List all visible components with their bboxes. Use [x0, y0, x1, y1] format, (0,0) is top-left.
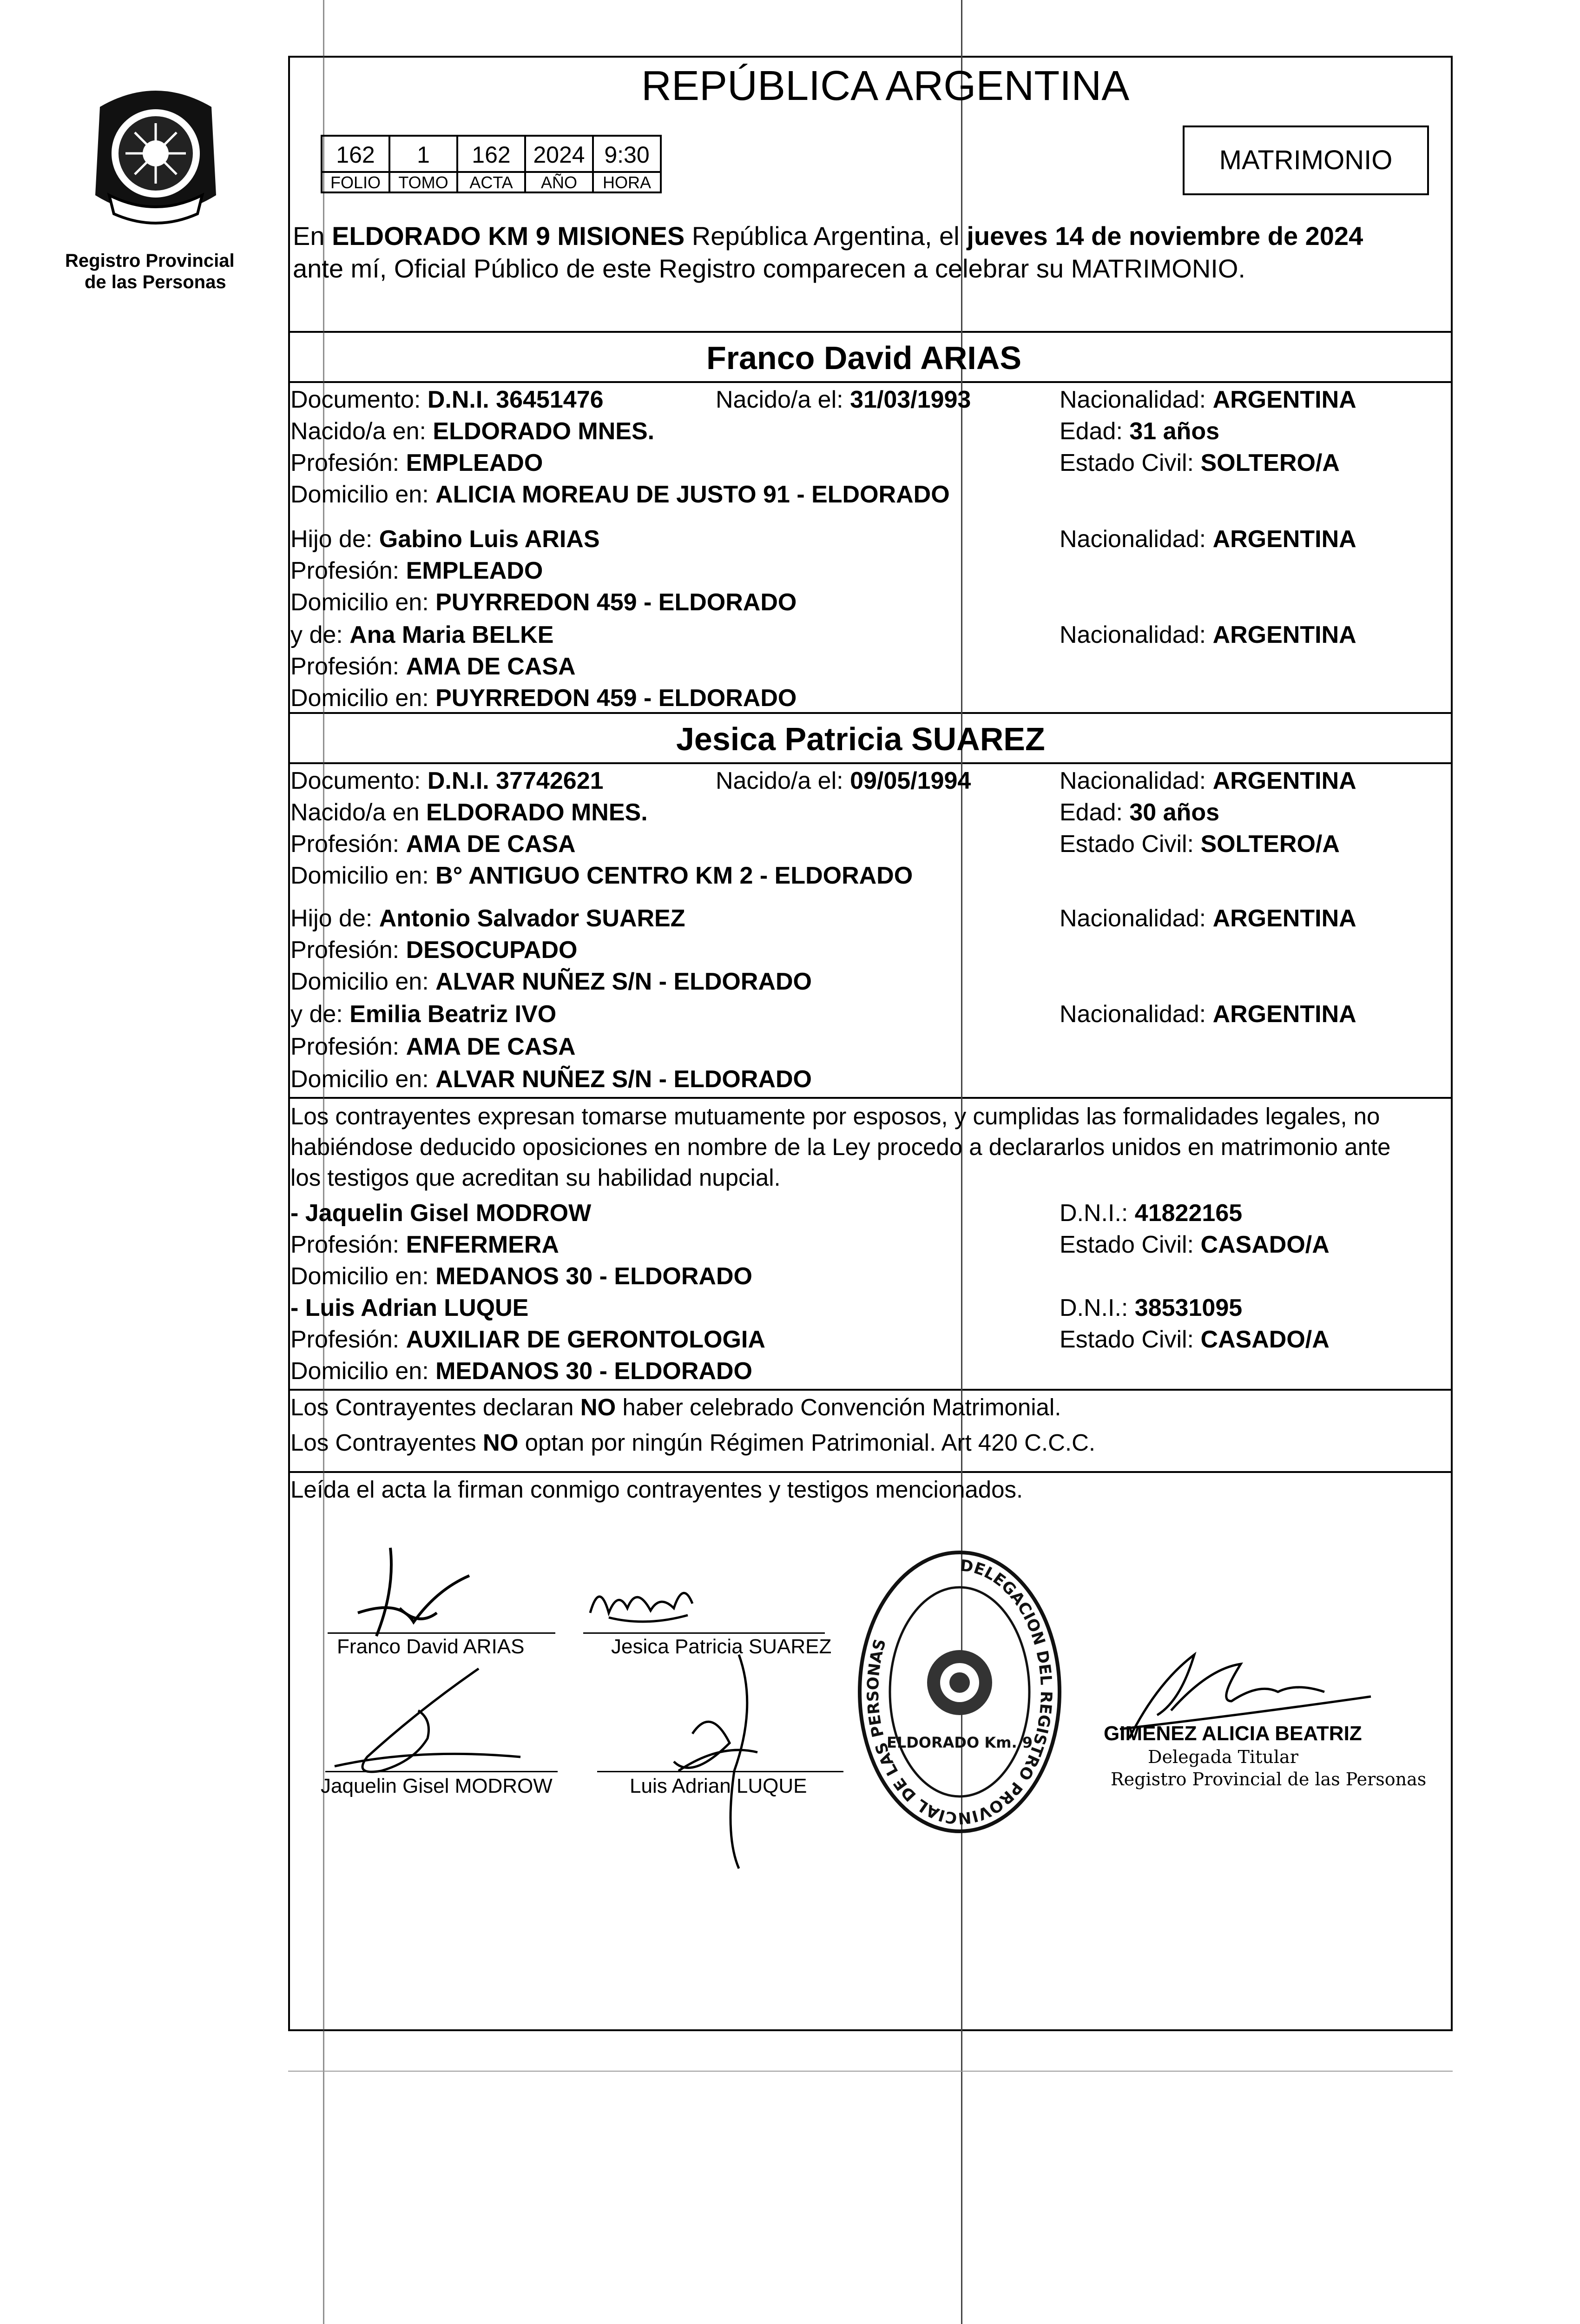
official-seal — [850, 1543, 1069, 1841]
spouse1-nationality: Nacionalidad: ARGENTINA — [1060, 386, 1356, 413]
year-value: 2024 — [524, 135, 594, 173]
spouse2-born: Nacido/a el: 09/05/1994 — [716, 767, 971, 794]
witness1-profession: Profesión: ENFERMERA — [290, 1231, 559, 1258]
spouse1-father: Hijo de: Gabino Luis ARIAS — [290, 526, 600, 553]
convention-line-2: Los Contrayentes NO optan por ningún Régimen Patrimonial. Art 420 C.C.C. — [290, 1429, 1096, 1456]
spouse1-age: Edad: 31 años — [1060, 418, 1219, 445]
officer-role: Delegada Titular — [1148, 1747, 1298, 1767]
convention-line-1: Los Contrayentes declaran NO haber celebrado Convención Matrimonial. — [290, 1394, 1061, 1420]
spouse1-mother: y de: Ana Maria BELKE — [290, 621, 554, 648]
signature-witness1 — [325, 1664, 548, 1785]
spouse1-born: Nacido/a el: 31/03/1993 — [716, 386, 971, 413]
rule-after-intro — [288, 331, 1453, 333]
acta-value: 162 — [456, 135, 526, 173]
sigline-witness2 — [597, 1771, 843, 1772]
declaration-line-2: habiéndose deducido oposiciones en nombre de la Ley procedo a declararlos unidos en matrimonio ante — [290, 1134, 1391, 1160]
sigline-witness1 — [325, 1771, 558, 1772]
province-logo — [81, 79, 230, 232]
frame-right — [1451, 56, 1453, 2031]
rule-before-declaration — [288, 1097, 1453, 1099]
spouse2-birthplace: Nacido/a en ELDORADO MNES. — [290, 799, 648, 826]
spouse1-civil-status: Estado Civil: SOLTERO/A — [1060, 449, 1340, 476]
officer-name: GIMENEZ ALICIA BEATRIZ — [1104, 1722, 1362, 1745]
witness2-profession: Profesión: AUXILIAR DE GERONTOLOGIA — [290, 1326, 765, 1353]
spouse2-father-nationality: Nacionalidad: ARGENTINA — [1060, 905, 1356, 932]
witness1-civil-status: Estado Civil: CASADO/A — [1060, 1231, 1330, 1258]
svg-text:DELEGACION DEL REGISTRO PROVIN: DELEGACION DEL REGISTRO PROVINCIAL DE LAS PERSONAS — [863, 1556, 1056, 1828]
intro-place: ELDORADO KM 9 MISIONES — [332, 221, 685, 251]
spouse2-mother: y de: Emilia Beatriz IVO — [290, 1001, 557, 1028]
folio-label: FOLIO — [321, 171, 390, 193]
intro-country: República Argentina, el — [691, 221, 960, 251]
spouse2-civil-status: Estado Civil: SOLTERO/A — [1060, 831, 1340, 858]
spouse2-doc: Documento: D.N.I. 37742621 — [290, 767, 604, 794]
sigline-spouse2 — [583, 1632, 825, 1634]
officer-org: Registro Provincial de las Personas — [1111, 1769, 1427, 1789]
signature-label-spouse1: Franco David ARIAS — [337, 1635, 525, 1658]
spouse1-mother-profession: Profesión: AMA DE CASA — [290, 653, 576, 680]
spouse1-profession: Profesión: EMPLEADO — [290, 449, 543, 476]
spouse2-name: Jesica Patricia SUAREZ — [676, 721, 1045, 757]
fold-line-left — [323, 0, 324, 2324]
witness1-dni: D.N.I.: 41822165 — [1060, 1200, 1243, 1227]
spouse1-father-nationality: Nacionalidad: ARGENTINA — [1060, 526, 1356, 553]
spouse1-doc: Documento: D.N.I. 36451476 — [290, 386, 604, 413]
spouse2-mother-nationality: Nacionalidad: ARGENTINA — [1060, 1001, 1356, 1028]
sigline-spouse1 — [328, 1632, 555, 1634]
tomo-value: 1 — [388, 135, 458, 173]
signature-label-spouse2: Jesica Patricia SUAREZ — [611, 1635, 832, 1658]
folio-value: 162 — [321, 135, 390, 173]
declaration-line-3: los testigos que acreditan su habilidad nupcial. — [290, 1164, 781, 1191]
witness2-civil-status: Estado Civil: CASADO/A — [1060, 1326, 1330, 1353]
rule-before-closing — [288, 1471, 1453, 1473]
witness1-address: Domicilio en: MEDANOS 30 - ELDORADO — [290, 1263, 752, 1290]
logo-caption-1: Registro Provincial — [65, 251, 235, 271]
spouse1-father-address: Domicilio en: PUYRREDON 459 - ELDORADO — [290, 589, 797, 616]
rule-before-convention — [288, 1389, 1453, 1391]
frame-top — [288, 56, 1453, 58]
spouse1-mother-address: Domicilio en: PUYRREDON 459 - ELDORADO — [290, 685, 797, 712]
signature-label-witness1: Jaquelin Gisel MODROW — [321, 1775, 553, 1797]
spouse1-name: Franco David ARIAS — [706, 340, 1022, 376]
year-label: AÑO — [524, 171, 594, 193]
intro-line-1 — [293, 221, 1363, 251]
spouse2-father: Hijo de: Antonio Salvador SUAREZ — [290, 905, 685, 932]
witness1-name: - Jaquelin Gisel MODROW — [290, 1200, 592, 1227]
signature-spouse2 — [581, 1571, 744, 1636]
act-type-box: MATRIMONIO — [1183, 125, 1429, 195]
spouse1-birthplace: Nacido/a en: ELDORADO MNES. — [290, 418, 655, 445]
witness2-address: Domicilio en: MEDANOS 30 - ELDORADO — [290, 1358, 752, 1385]
spouse1-mother-nationality: Nacionalidad: ARGENTINA — [1060, 621, 1356, 648]
document-title: REPÚBLICA ARGENTINA — [641, 63, 1130, 109]
bottom-dash — [288, 2071, 1453, 2072]
witness2-dni: D.N.I.: 38531095 — [1060, 1294, 1243, 1321]
intro-line-2: ante mí, Oficial Público de este Registro comparecen a celebrar su MATRIMONIO. — [293, 254, 1245, 283]
spouse2-age: Edad: 30 años — [1060, 799, 1219, 826]
spouse1-father-profession: Profesión: EMPLEADO — [290, 557, 543, 584]
closing-text: Leída el acta la firman conmigo contrayentes y testigos mencionados. — [290, 1476, 1023, 1503]
hour-value: 9:30 — [592, 135, 662, 173]
rule-before-spouse1 — [288, 381, 1453, 383]
spouse2-mother-address: Domicilio en: ALVAR NUÑEZ S/N - ELDORADO — [290, 1066, 812, 1093]
signature-label-witness2: Luis Adrian LUQUE — [630, 1775, 807, 1797]
logo-caption-2: de las Personas — [85, 272, 226, 292]
spouse2-nationality: Nacionalidad: ARGENTINA — [1060, 767, 1356, 794]
spouse2-address: Domicilio en: B° ANTIGUO CENTRO KM 2 - ELDORADO — [290, 862, 913, 889]
spouse1-address: Domicilio en: ALICIA MOREAU DE JUSTO 91 - ELDORADO — [290, 481, 950, 508]
signature-witness2 — [618, 1650, 804, 1873]
spouse2-profession: Profesión: AMA DE CASA — [290, 831, 576, 858]
rule-before-spouse2 — [288, 762, 1453, 764]
spouse2-father-profession: Profesión: DESOCUPADO — [290, 937, 578, 964]
hour-label: HORA — [592, 171, 662, 193]
tomo-label: TOMO — [388, 171, 458, 193]
rule-spouse2-top — [288, 712, 1453, 714]
intro-date: jueves 14 de noviembre de 2024 — [967, 221, 1363, 251]
signature-spouse1 — [325, 1534, 558, 1641]
spouse2-father-address: Domicilio en: ALVAR NUÑEZ S/N - ELDORADO — [290, 968, 812, 995]
declaration-line-1: Los contrayentes expresan tomarse mutuamente por esposos, y cumplidas las formalidades legales, no — [290, 1103, 1380, 1129]
frame-left — [288, 56, 290, 2031]
svg-text:ELDORADO Km. 9: ELDORADO Km. 9 — [886, 1734, 1033, 1751]
acta-label: ACTA — [456, 171, 526, 193]
frame-bottom — [288, 2029, 1453, 2031]
intro-en: En — [293, 221, 325, 251]
witness2-name: - Luis Adrian LUQUE — [290, 1294, 529, 1321]
spouse2-mother-profession: Profesión: AMA DE CASA — [290, 1033, 576, 1060]
